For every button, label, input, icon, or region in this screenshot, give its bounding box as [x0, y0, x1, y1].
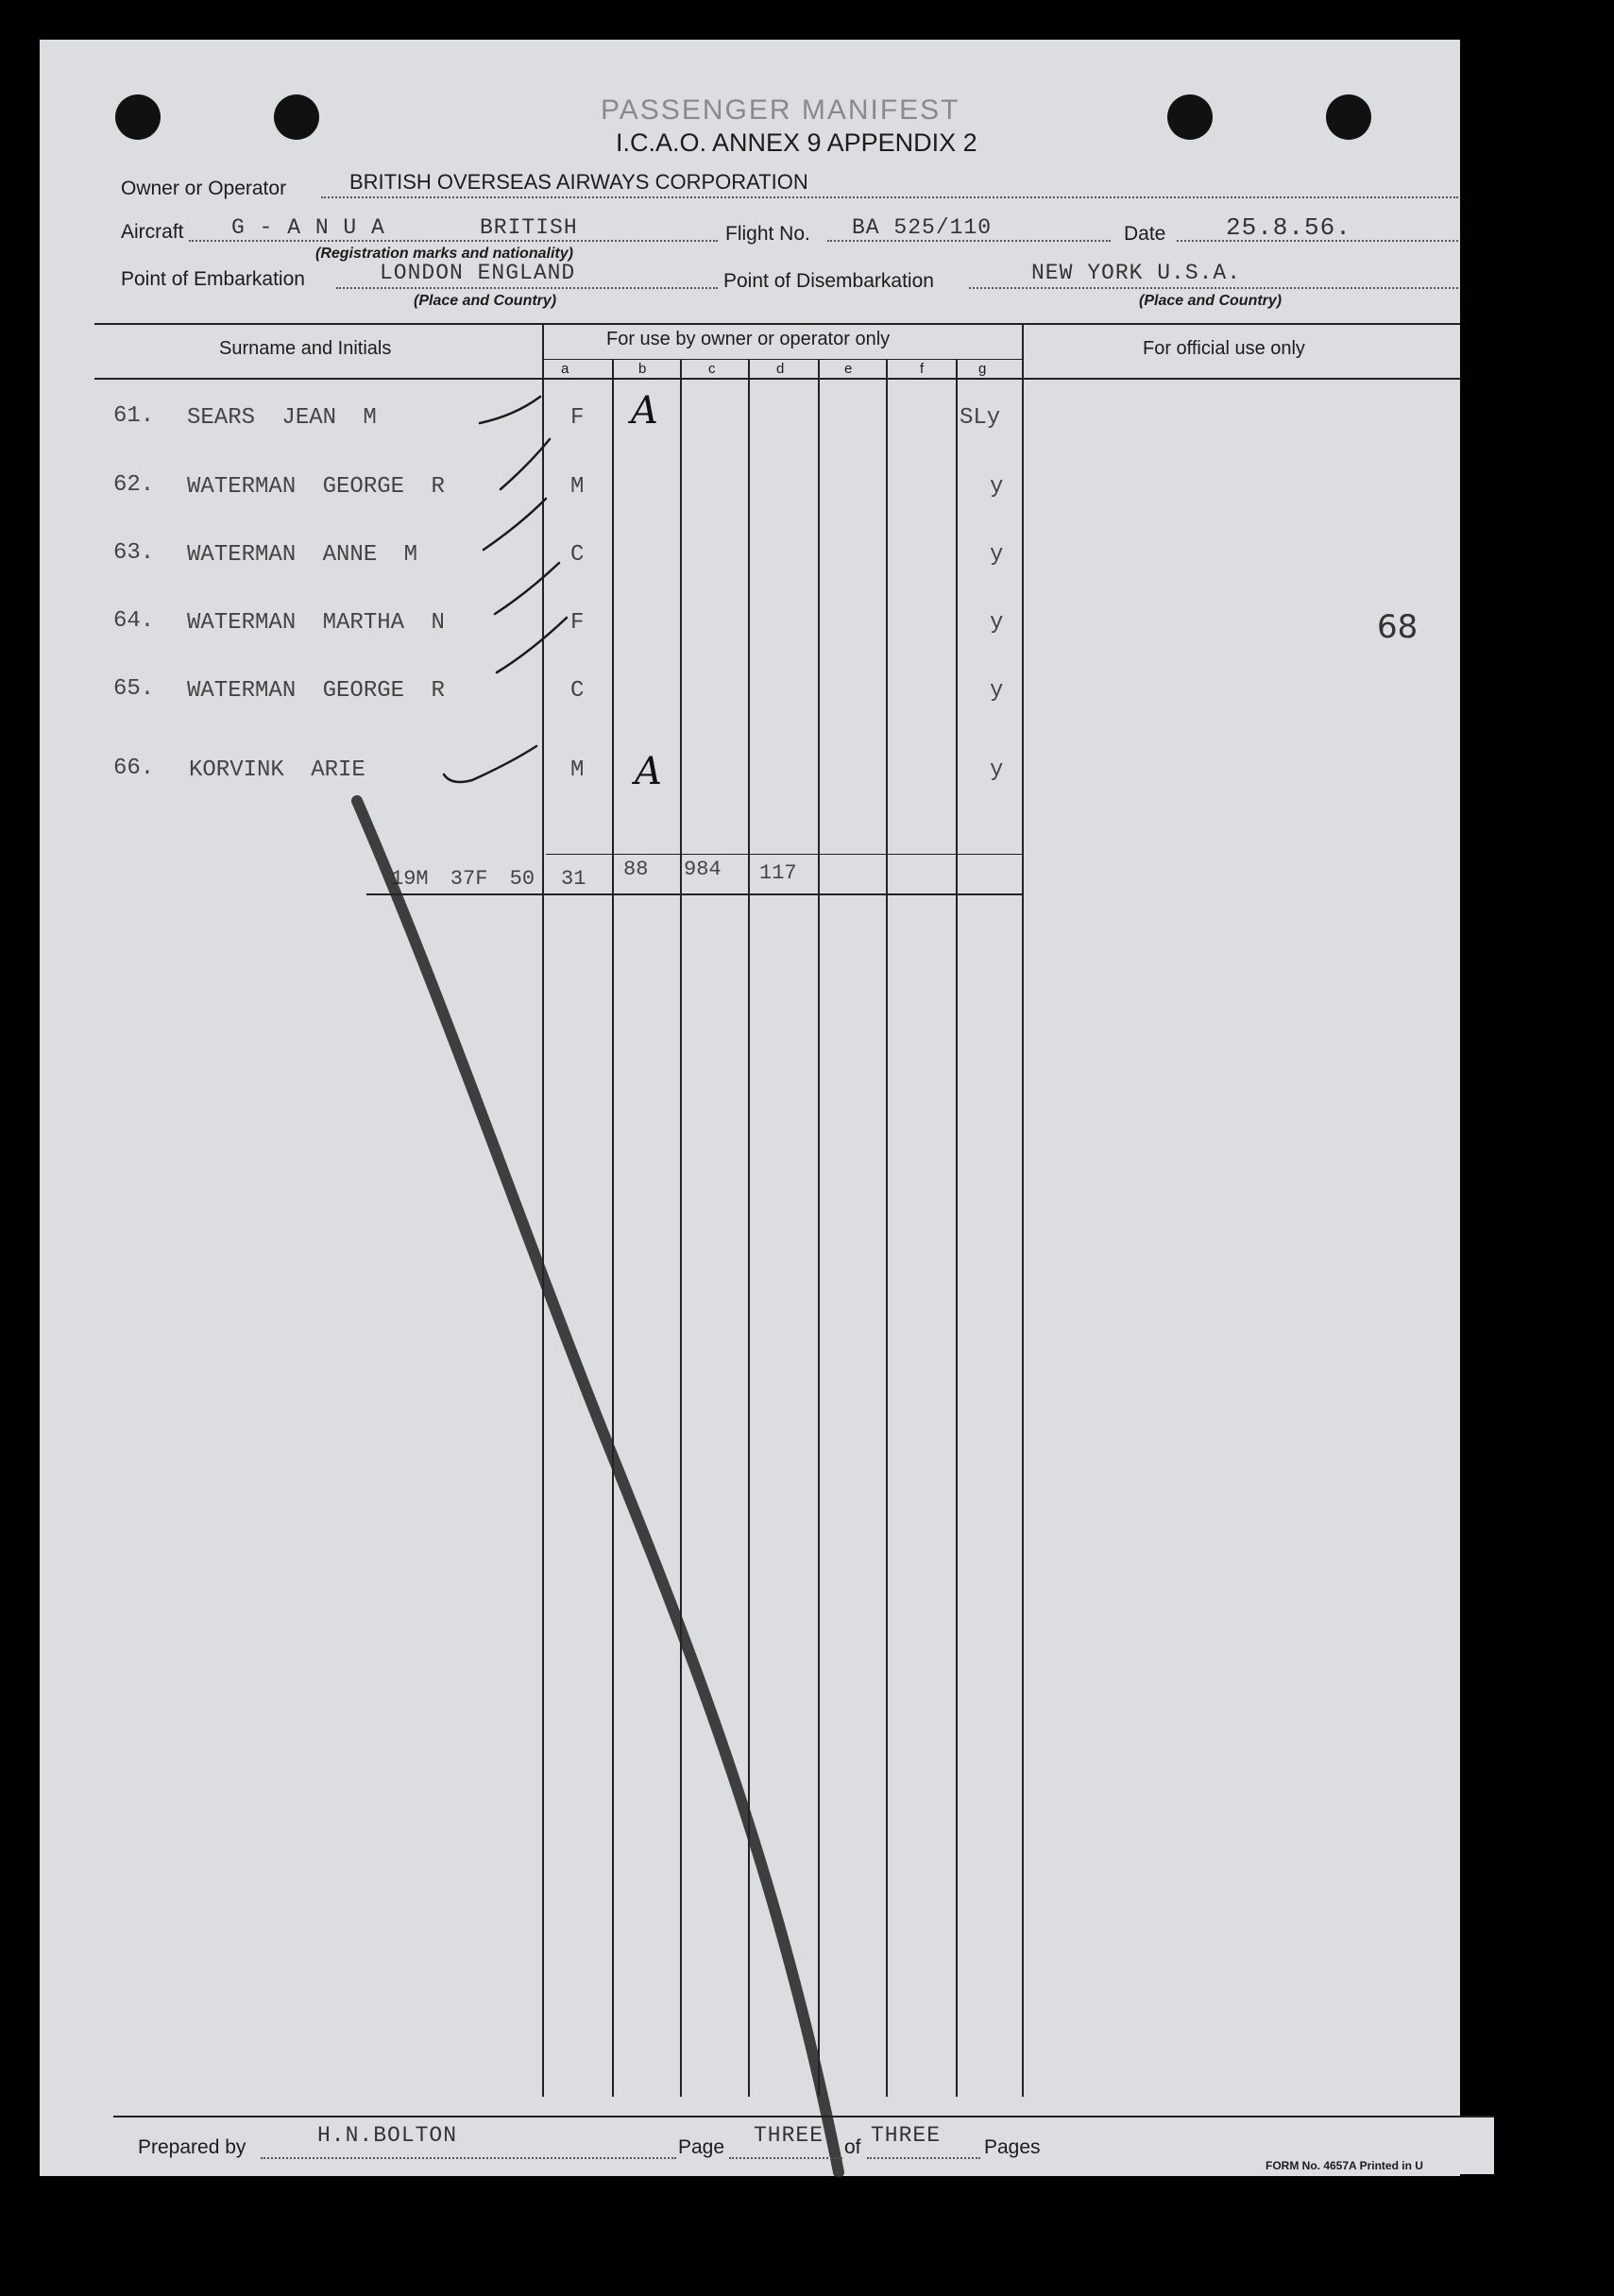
owner-dotline: [321, 196, 1458, 198]
totals-label: 19M 37F 50: [391, 867, 535, 891]
col-a-value: F: [570, 610, 585, 636]
table-header-rule: [94, 378, 1460, 380]
manifest-sheet: [40, 40, 1460, 2176]
col-g-value: y: [990, 474, 1004, 500]
aircraft-dotline: [189, 240, 718, 242]
date-label: Date: [1124, 223, 1166, 245]
col-letter-d: d: [776, 361, 785, 377]
aircraft-label: Aircraft: [121, 221, 184, 243]
of-dotline: [867, 2157, 980, 2159]
col-a-value: M: [570, 474, 585, 500]
row-number: 63.: [113, 540, 155, 566]
col-line-8: [1022, 323, 1024, 2097]
owner-value: BRITISH OVERSEAS AIRWAYS CORPORATION: [349, 170, 808, 194]
col-letter-b: b: [638, 361, 647, 377]
col-letter-c: c: [708, 361, 716, 377]
col-g-value: y: [990, 757, 1004, 783]
row-number: 62.: [113, 472, 155, 498]
punch-hole-3: [1167, 94, 1213, 140]
form-number: FORM No. 4657A Printed in U: [1266, 2159, 1423, 2172]
date-value: 25.8.56.: [1226, 213, 1351, 242]
of-value: THREE: [871, 2123, 942, 2148]
col-line-6: [886, 359, 888, 2097]
totals-a: 31: [561, 867, 586, 891]
col-g-value: SLy: [960, 405, 1001, 431]
flight-label: Flight No.: [725, 223, 810, 245]
flight-dotline: [827, 240, 1111, 242]
table-top-rule: [94, 323, 1460, 325]
passenger-name: WATERMAN MARTHA N: [187, 610, 445, 636]
embarkation-caption: (Place and Country): [414, 293, 557, 309]
col-b-handwritten: A: [635, 750, 662, 793]
page-label: Page: [678, 2136, 725, 2158]
col-a-value: F: [570, 405, 585, 431]
pages-label: Pages: [984, 2136, 1041, 2158]
totals-bottom-rule: [366, 893, 1022, 895]
disembarkation-label: Point of Disembarkation: [723, 270, 934, 292]
passenger-name: WATERMAN GEORGE R: [187, 678, 445, 704]
of-label: of: [844, 2136, 861, 2158]
totals-d: 117: [759, 861, 797, 885]
official-use-header: For official use only: [1143, 338, 1305, 359]
totals-c: 984: [684, 858, 722, 881]
manifest-title-faded: PASSENGER MANIFEST: [601, 94, 960, 126]
col-letters-rule: [542, 359, 1022, 360]
col-a-value: C: [570, 678, 585, 704]
embarkation-value: LONDON ENGLAND: [380, 261, 576, 285]
col-g-value: y: [990, 610, 1004, 636]
col-g-value: y: [990, 678, 1004, 704]
totals-top-rule: [546, 854, 1022, 855]
surname-header: Surname and Initials: [219, 338, 392, 359]
row-number: 66.: [113, 756, 155, 781]
manifest-subtitle: I.C.A.O. ANNEX 9 APPENDIX 2: [616, 128, 977, 157]
punch-hole-2: [274, 94, 319, 140]
passenger-name: WATERMAN GEORGE R: [187, 474, 445, 500]
aircraft-caption: (Registration marks and nationality): [315, 246, 573, 262]
footer-rule: [113, 2116, 1494, 2117]
col-a-value: C: [570, 542, 585, 568]
aircraft-nationality: BRITISH: [480, 215, 578, 240]
page-dotline: [729, 2157, 842, 2159]
col-line-5: [818, 359, 820, 2097]
col-letter-g: g: [978, 361, 987, 377]
page-value: THREE: [754, 2123, 824, 2148]
flight-value: BA 525/110: [852, 215, 993, 240]
col-letter-e: e: [844, 361, 853, 377]
col-line-1: [542, 323, 544, 2097]
col-line-3: [680, 359, 682, 2097]
official-note: 68: [1377, 608, 1419, 646]
owner-label: Owner or Operator: [121, 178, 287, 199]
passenger-name: KORVINK ARIE: [189, 757, 365, 783]
passenger-name: WATERMAN ANNE M: [187, 542, 418, 568]
col-letter-f: f: [920, 361, 925, 377]
punch-hole-1: [115, 94, 161, 140]
passenger-name: SEARS JEAN M: [187, 405, 377, 431]
totals-b: 88: [623, 858, 649, 881]
row-number: 65.: [113, 676, 155, 702]
col-g-value: y: [990, 542, 1004, 568]
col-line-4: [748, 359, 750, 2097]
disembarkation-caption: (Place and Country): [1139, 293, 1283, 309]
disembarkation-dotline: [969, 287, 1458, 289]
row-number: 61.: [113, 403, 155, 429]
prepared-dotline: [261, 2157, 676, 2159]
punch-hole-4: [1326, 94, 1371, 140]
embarkation-label: Point of Embarkation: [121, 268, 305, 290]
owner-use-header: For use by owner or operator only: [606, 329, 891, 349]
disembarkation-value: NEW YORK U.S.A.: [1031, 261, 1242, 285]
prepared-value: H.N.BOLTON: [317, 2123, 458, 2148]
embarkation-dotline: [336, 287, 718, 289]
col-b-handwritten: A: [631, 389, 658, 433]
col-line-2: [612, 359, 614, 2097]
prepared-label: Prepared by: [138, 2136, 246, 2158]
row-number: 64.: [113, 608, 155, 634]
col-letter-a: a: [561, 361, 569, 377]
col-line-7: [956, 359, 958, 2097]
aircraft-registration: G - A N U A: [231, 215, 385, 240]
col-a-value: M: [570, 757, 585, 783]
